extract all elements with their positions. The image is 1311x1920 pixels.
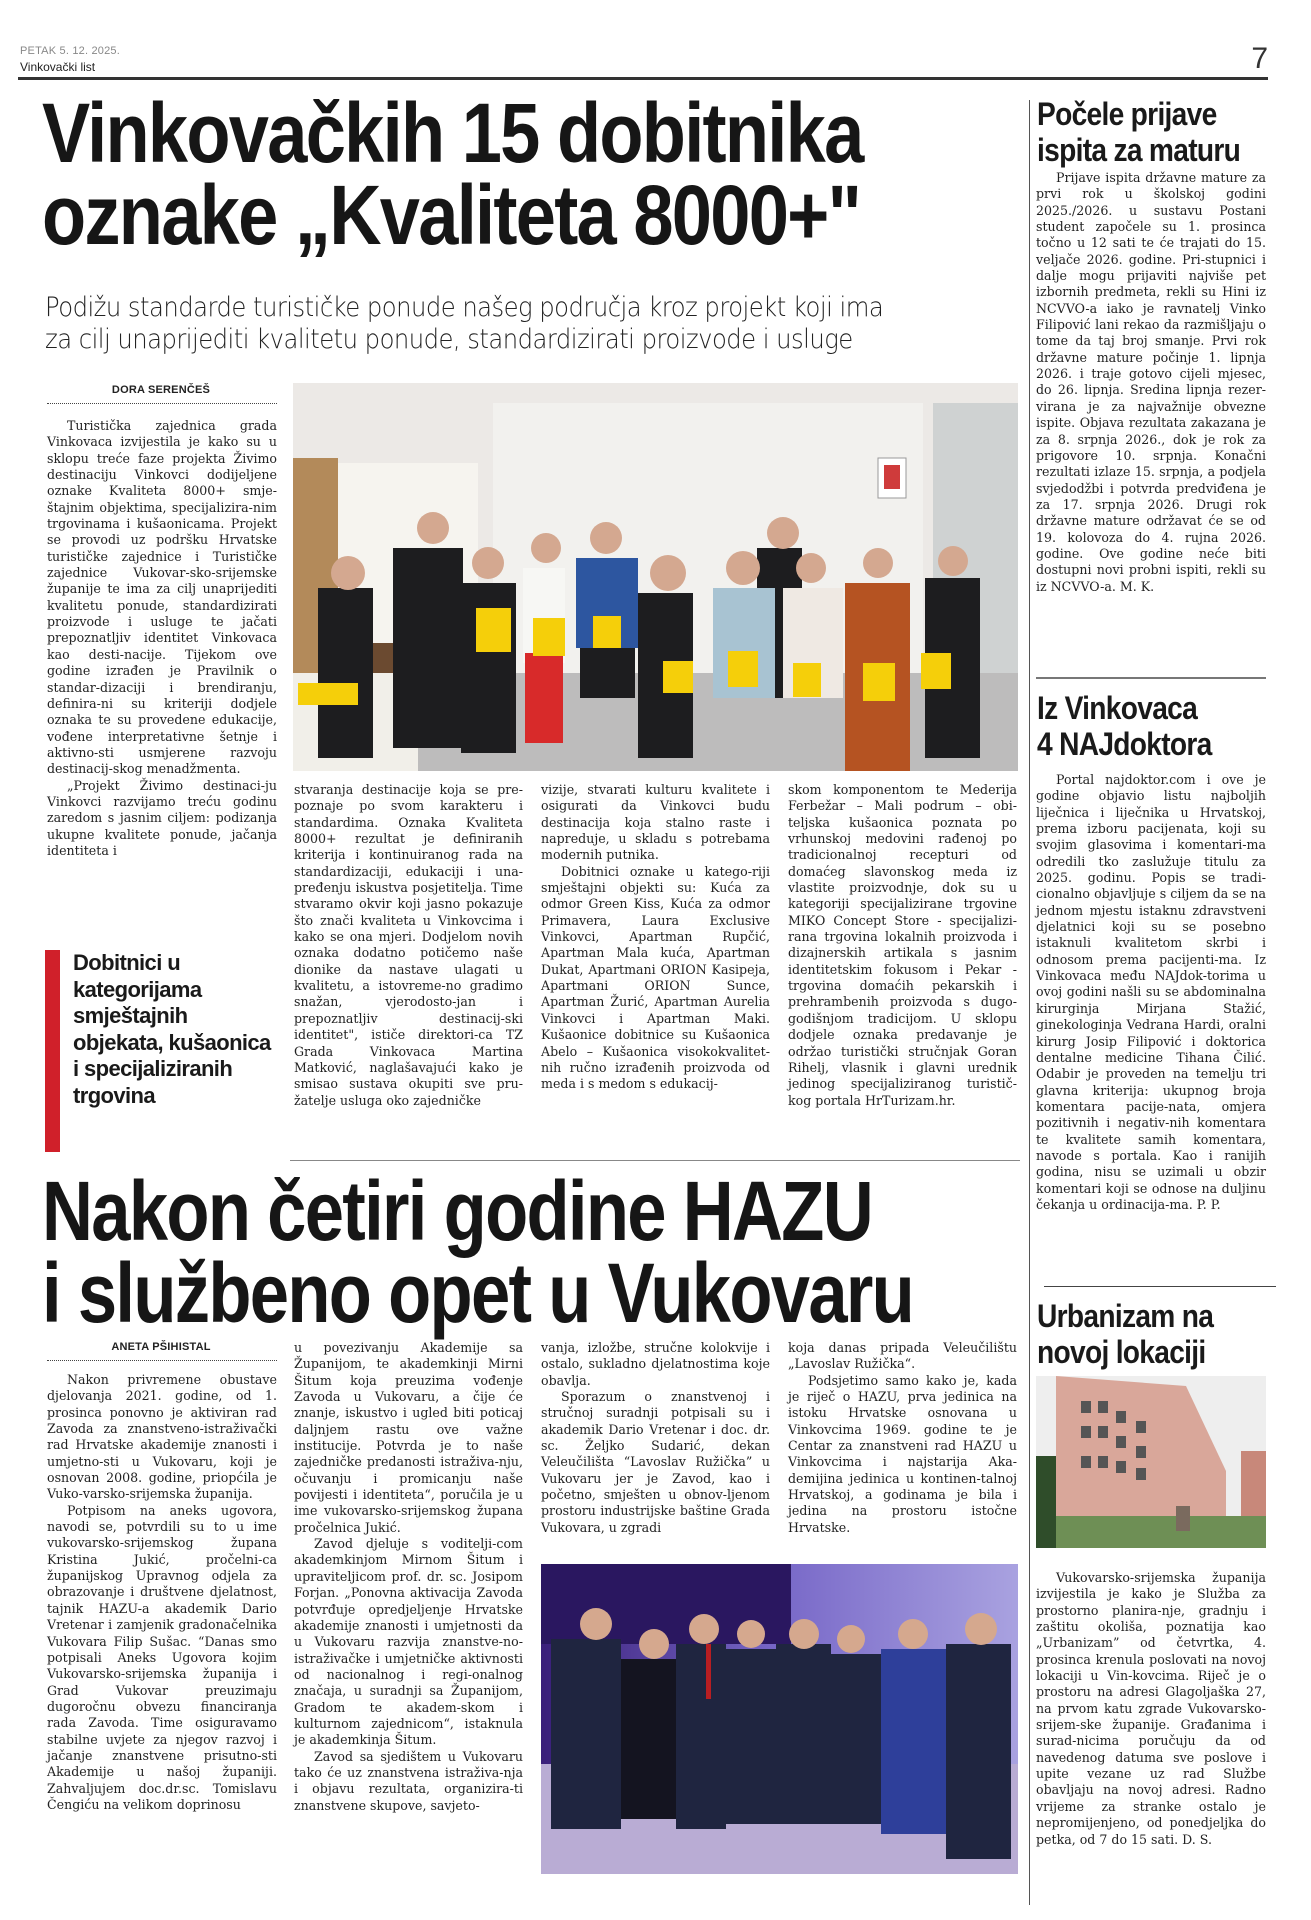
- article2-paragraph: Zavod djeluje s voditelji-com akademkinjom Mirnom Šitum i upraviteljicom prof. dr. sc. Josipom Forjan. „Ponovna aktivacija Zavoda potvrđuje opredjeljenje Hrvatske akademije znanosti i umjetnosti da u Vukovaru razvija znanstve-no-istraživačke i umjetničke aktivnosti od nacionalnog i regi-onalnog značaja, u suradnji sa Županijom, Gradom te akadem-skom i kulturnom zajednicom“, istaknula je akademkinja Šitum.: [294, 1536, 523, 1748]
- article2-paragraph: vanja, izložbe, stručne kolokvije i ostalo, sukladno djelatnostima koje obavlja.: [541, 1340, 770, 1388]
- header-rule: [18, 77, 1268, 80]
- sidebar-story2-title-line2: 4 NAJdoktora: [1037, 726, 1212, 762]
- sidebar-story1-title: [1037, 96, 1297, 168]
- article1-column3: [541, 782, 770, 1093]
- article1-byline: DORA SERENČEŠ: [111, 384, 211, 396]
- sidebar-story2-title-line1: Iz Vinkovaca: [1037, 690, 1198, 726]
- article2-paragraph: Zavod sa sjedištem u Vukovaru tako će uz znanstvena istraživa-nja i objavu rezultata, organizira-ti znanstvene skupove, savjeto-: [294, 1748, 523, 1813]
- article2-paragraph: Podsjetimo samo kako je, kada je riječ o HAZU, prva jedinica na istoku Hrvatske osnovana u Vinkovcima 1969. godine te je Centar za znanstveni rad HAZU u Vinkovcima i najstarija Aka-demijina jedinica u kontinen-talnoj Hrvatskoj, a godinama je bila i jedina na prostoru istočne Hrvatske.: [788, 1372, 1017, 1535]
- article1-column2: [294, 782, 523, 1109]
- article1-deck-line1: Podižu standarde turističke ponude našeg područja kroz projekt koji ima: [45, 292, 884, 323]
- byline-dotted-rule: [47, 1360, 277, 1361]
- sidebar-separator: [1044, 1286, 1276, 1287]
- article1-column1: [47, 418, 277, 859]
- sidebar-story3-title-line2: novoj lokaciji: [1037, 1334, 1206, 1370]
- page-number: 7: [1251, 42, 1268, 75]
- article1-paragraph: Turistička zajednica grada Vinkovaca izvijestila je kako su u sklopu treće faze projekta Živimo destinaciju Vinkovci dodijeljene oznake Kvaliteta 8000+ smje-štajnim objektima, specijalizira-nim trgovinama i kušaonicama. Projekt se provodi uz podršku Hrvatske turističke zajednice i Turističke zajednice Vukovar-sko-srijemske županije te ima za cilj unaprijediti kvalitetu ponude, standardizirati proizvode i usluge te jačati prepoznatljiv identitet Vinkovaca kao desti-nacije. Tijekom ove godine izrađen je Pravilnik o standar-dizaciji i brendiranju, definira-ni su kriteriji dodjele oznaka te su provedene edukacije, vođene interpretativne šetnje i aktivno-sti usmjerene razvoju destinacij-skog menadžmenta.: [47, 418, 277, 777]
- sidebar-story1-paragraph: Prijave ispita državne mature za prvi rok u školskoj godini 2025./2026. u sustavu Postani student započele su 1. prosinca točno u 12 sati te će trajati do 15. veljače 2026. godine. Pri-stupnici i dalje mogu prijaviti najviše pet izbornih predmeta, rekli su Hini iz NCVVO-a iako je ravnatelj Vinko Filipović lani rekao da razmišljaju o tome da taj broj smanje. Prvi rok državne mature počinje 1. lipnja 2026. i traje gotovo cijeli mjesec, do 26. lipnja. Sredina lipnja rezer-virana je za najvažnije obvezne ispite. Objava rezultata zakazana je za 8. srpnja 2026., dok je rok za prigovore 10. srpnja. Konačni rezultati izlaze 15. srpnja, a podjela svjedodžbi i potvrda predviđena je za 17. srpnja 2026. Drugi rok državne mature održavat će se od 19. kolovoza do 4. rujna 2026. godine. Ove godine neće biti dostupni novi probni ispiti, rekli su iz NCVVO-a. M. K.: [1036, 170, 1266, 594]
- byline-dotted-rule: [47, 403, 277, 404]
- sidebar-story2-paragraph: Portal najdoktor.com i ove je godine objavio listu najboljih liječnica i liječnika u Hrvatskoj, prema izboru pacijenata, koji su svojim glasovima i komentari-ma odredili tko zaslužuje titulu za 2025. godinu. Popis se tradi-cionalno objavljuje s ciljem da se na jednom mjestu istaknu zdravstveni djelatnici koji su se posebno istaknuli kvalitetom skrbi i odnosom prema pacijenti-ma. Iz Vinkovaca među NAJdok-torima u ovoj godini našli su se abdominalna kirurginja Mirjana Stažić, ginekologinja Vedrana Hardi, oralni kirurg Josip Filipović i doktorica dentalne medicine Tihana Čilić. Odabir je proveden na temelju tri glavna kriterija: ukupnog broja komentara pacije-nata, omjera pozitivnih i negativ-nih komentara te kvalitete samih komentara, navode s portala. Kao i ranijih godina, nisu se uzimali u obzir komentari koji se odnose na duljinu čekanja u ordinacija-ma. P. P.: [1036, 772, 1266, 1212]
- officials-photo-illustration: [541, 1564, 1018, 1874]
- article1-headline: [42, 86, 1042, 263]
- article1-paragraph: skom komponentom te Mederija Ferbežar – Mali podrum – obi-teljska kušaonica poznata po vrhunskoj medovini rađenoj po tradicionalnoj recepturi od domaćeg slavonskog meda iz vlastite proizvodnje, dok su u kategoriji specijalizirane trgovine MIKO Concept Store - specijalizi-rana trgovina lokalnih proizvoda i dizajnerskih artikala s jasnim identitetskim fokusom i Pekar - trgovina domaćih pekarskih i prehrambenih proizvoda s dugo-godišnjom tradicijom. U sklopu dodjele oznaka predavanje je održao turistički stručnjak Goran Rihelj, vlasnik i glavni urednik jedinog specijaliziranog turistič-kog portala HrTurizam.hr.: [788, 782, 1017, 1108]
- article2-column2: [294, 1340, 523, 1814]
- building-photo-illustration: [1036, 1376, 1266, 1548]
- sidebar-story3-paragraph: Vukovarsko-srijemska županija izvijestila je kako je Služba za prostorno planira-nje, gradnju i zaštitu okoliša, poznatija kao „Urbanizam” od četvrtka, 4. prosinca krenula poslovati na novoj lokaciji u Vin-kovcima. Riječ je o prostoru na adresi Glagoljaška 27, na prvom katu zgrade Vukovarsko-srijem-ske županije. Građanima i surad-nicima poručuju da od navedenog datuma sve poslove i upite vezane uz rad Službe obavljaju na novoj adresi. Radno vrijeme za stranke ostalo je nepromijenjeno, od ponedjeljka do petka, od 7 do 15 sati. D. S.: [1036, 1570, 1266, 1847]
- pull-quote: [45, 950, 271, 1152]
- article2-column1: [47, 1372, 277, 1813]
- article1-column4: [788, 782, 1017, 1109]
- article2-headline-line1: Nakon četiri godine HAZU: [42, 1164, 873, 1258]
- sidebar-story1-body: [1036, 170, 1266, 595]
- sidebar-story3-title-line1: Urbanizam na: [1037, 1298, 1214, 1334]
- sidebar-story2-body: [1036, 772, 1266, 1213]
- article1-paragraph: Dobitnici oznake u katego-riji smještajni objekti su: Kuća za odmor Green Kiss, Kuća za odmor Primavera, Laura Exclusive Vinkovci, Apartman Rupčić, Apartman Mala kuća, Apartman Dukat, Apartmani ORION Kasipeja, Apartmani ORION Sunce, Apartman Žurić, Apartman Aurelia Vinkovci i Apartman Maki. Kušaonice dobitnice su Kušaonica Abelo – Kušaonica visokokvalitet-nih ručno izrađenih proizvoda od meda i s medom s edukacij-: [541, 863, 770, 1092]
- article-separator: [290, 1160, 1020, 1161]
- sidebar-story2-title: [1037, 690, 1297, 762]
- article1-deck: [45, 292, 1035, 357]
- sidebar-story3-body: [1036, 1570, 1266, 1848]
- sidebar-separator: [1036, 677, 1266, 679]
- article2-headline-line2: i službeno opet u Vukovaru: [42, 1246, 914, 1341]
- sidebar-story3-photo: [1036, 1376, 1266, 1548]
- sidebar-story3-title: [1037, 1298, 1297, 1370]
- pull-quote-text: Dobitnici u kategorijama smještajnih objekata, kušaonica i specijaliziranih trgovina: [73, 950, 271, 1108]
- article2-byline: ANETA PŠIHISTAL: [111, 1341, 211, 1353]
- article2-paragraph: Sporazum o znanstvenoj i stručnoj suradnji potpisali su i akademik Dario Vretenar i doc. dr. sc. Željko Sudarić, dekan Veleučilišta “Lavoslav Ružička” u Vukovaru jer je Zavod, kao i početno, smješten u obnov-ljenom prostoru industrijske baštine Grada Vukovara, u zgradi: [541, 1389, 770, 1535]
- article2-paragraph: u povezivanju Akademije sa Županijom, te akademkinji Mirni Šitum koja preuzima vođenje Zavoda u Vukovaru, a čije će znanje, iskustvo i ugled biti poticaj daljnjem rastu ove važne institucije. Potvrda je to naše zajedničke predanosti istraživa-nju, očuvanju i promicanju naše povijesti i identiteta“, poručila je u ime vukovarsko-srijemskog župana pročelnica Jukić.: [294, 1340, 523, 1535]
- group-photo-illustration: [293, 383, 1018, 771]
- article2-headline: [42, 1164, 1042, 1341]
- sidebar-story1-title-line1: Počele prijave: [1037, 96, 1217, 132]
- article1-paragraph: vizije, stvarati kulturu kvalitete i osigurati da Vinkovci budu destinacija koja stalno raste i napreduje, u skladu s potrebama modernih putnika.: [541, 782, 770, 863]
- article1-headline-line2: oznake „Kvaliteta 8000+": [42, 168, 861, 263]
- sidebar-story1-title-line2: ispita za maturu: [1037, 132, 1241, 168]
- newspaper-name: Vinkovački list: [20, 60, 96, 74]
- article1-photo: [293, 383, 1018, 771]
- article2-paragraph: Potpisom na aneks ugovora, navodi se, potvrdili su to u ime vukovarsko-srijemskog župana Kristina Jukić, pročelni-ca županijskog Upravnog odjela za obrazovanje i društvene djelatnost, tajnik HAZU-a akademik Dario Vretenar i zamjenik gradonačelnika Vukovara Filip Sušac. “Danas smo potpisali Aneks Ugovora kojim Vukovarsko-srijemska županija i Grad Vukovar preuzimaju dugoročnu obvezu financiranja rada Zavoda. Time osiguravamo stabilne uvjete za njegov razvoj i jačanje znanstvene prisutno-sti Akademije u našoj županiji. Zahvaljujem doc.dr.sc. Tomislavu Čengiću na velikom doprinosu: [47, 1502, 277, 1812]
- article2-paragraph: Nakon privremene obustave djelovanja 2021. godine, od 1. prosinca ponovno je aktiviran rad Zavoda za znanstveno-istraživački rad Hrvatske akademije znanosti i umjetno-sti u Vukovaru, koji je osnovan 2008. godine, priopćila je Vuko-varsko-srijemska županija.: [47, 1372, 277, 1502]
- article1-headline-line1: Vinkovačkih 15 dobitnika: [42, 86, 863, 180]
- article1-paragraph: stvaranja destinacije koja se pre-poznaje po svom karakteru i standardima. Oznaka Kvaliteta 8000+ rezultat je definiranih kriterija i kontinuiranog rada na standardizaciji, edukaciji i una-pređenju iskustva posjetitelja. Time stvaramo okvir koji jasno pokazuje što znači kvaliteta u Vinkovcima i kako se ona mjeri. Dodjelom novih oznaka dodatno potičemo naše dionike da nastave ulagati u kvalitetu, a istovreme-no gradimo snažan, vjerodosto-jan i prepoznatljiv destinacij-ski identitet", ističe direktori-ca TZ Grada Vinkovaca Martina Matković, naglašavajući kako je smisao sustava okupiti sve pru-žatelje usluga oko zajedničke: [294, 782, 523, 1108]
- issue-date: PETAK 5. 12. 2025.: [20, 45, 121, 57]
- article2-column4: [788, 1340, 1017, 1536]
- pull-quote-accent-bar: [45, 950, 60, 1152]
- article2-photo: [541, 1564, 1018, 1874]
- article1-deck-line2: za cilj unaprijediti kvalitetu ponude, standardizirati proizvode i usluge: [45, 324, 853, 356]
- article2-column3: [541, 1340, 770, 1536]
- article1-paragraph: „Projekt Živimo destinaci-ju Vinkovci razvijamo treću godinu zaredom s jasnim ciljem: podizanja ukupne kvalitete ponude, jačanja identiteta i: [47, 777, 277, 858]
- sidebar-divider: [1029, 100, 1030, 1905]
- article2-paragraph: koja danas pripada Veleučilištu „Lavoslav Ružička“.: [788, 1340, 1017, 1372]
